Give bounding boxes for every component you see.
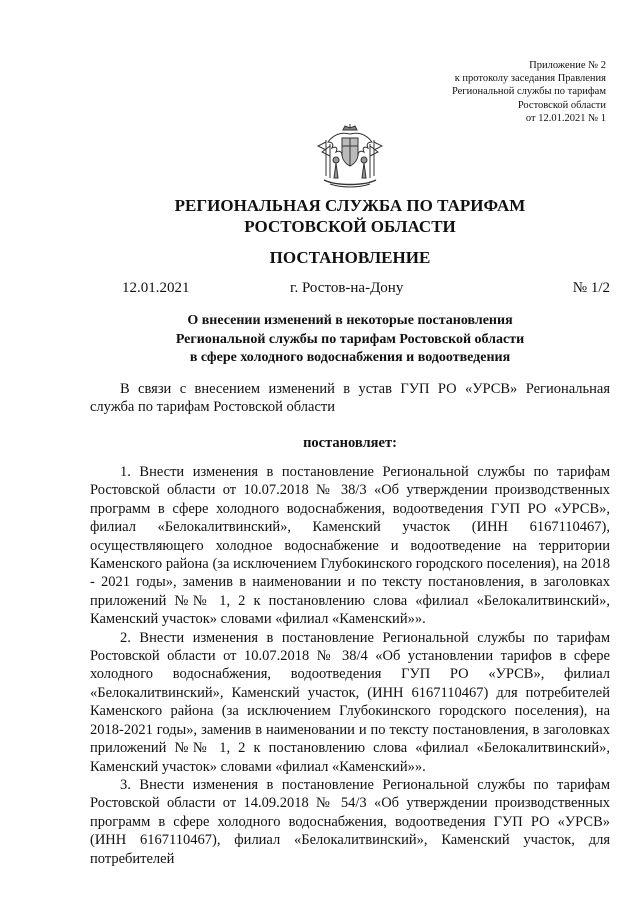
- decree-item: 1. Внести изменения в постановление Региональной службы по тарифам Ростовской области от 10.07.2018 № 38/3 «Об утверждении производственных программ в сфере холодного водоснабжения, водоотведения ГУП РО «УРСВ», филиал «Белокалитвинский», Каменский участок (ИНН 6167110467), осуществляющего холодное водоснабжение и водоотведение на территории Каменского района (за исключением Глубокинского городского поселения), на 2018 - 2021 годы», заменив в наименовании и по тексту постановления, в заголовках приложений №№ 1, 2 к постановлению слова «филиал «Белокалитвинский», Каменский участок» словами «филиал «Каменский»».: [90, 464, 610, 628]
- document-meta: [90, 279, 610, 297]
- organization-title-line: РЕГИОНАЛЬНАЯ СЛУЖБА ПО ТАРИФАМ: [174, 196, 526, 215]
- document-subject: [90, 312, 610, 368]
- subject-line: в сфере холодного водоснабжения и водоотведения: [189, 350, 511, 365]
- organization-title-line: РОСТОВСКОЙ ОБЛАСТИ: [244, 217, 456, 236]
- document-type: ПОСТАНОВЛЕНИЕ: [269, 248, 431, 267]
- annex-line: Региональной службы по тарифам: [451, 86, 606, 98]
- intro-paragraph: [90, 380, 610, 417]
- annex-line: от 12.01.2021 № 1: [525, 112, 606, 124]
- intro-text: В связи с внесением изменений в устав ГУП РО «УРСВ» Региональная служба по тарифам Ростовской области: [90, 381, 610, 416]
- decree-item: 2. Внести изменения в постановление Региональной службы по тарифам Ростовской области от 10.07.2018 № 38/4 «Об установлении тарифов в сфере холодного водоснабжения, водоотведения ГУП РО «УРСВ», филиал «Белокалитвинский», Каменский участок, (ИНН 6167110467) для потребителей Каменского района (за исключением Глубокинского городского поселения), на 2018-2021 годы», заменив в наименовании и по тексту постановления, в заголовках приложений №№ 1, 2 к постановлению слова «филиал «Белокалитвинский», Каменский участок» словами «филиал «Каменский»».: [90, 629, 610, 775]
- decree-word: постановляет:: [303, 435, 397, 451]
- decree-item: 3. Внести изменения в постановление Региональной службы по тарифам Ростовской области от 14.09.2018 № 54/3 «Об утверждении производственных программ в сфере холодного водоснабжения, водоотведения ГУП РО «УРСВ» (ИНН 6167110467), филиал «Белокалитвинский», Каменский участок, для потребителей: [90, 776, 610, 867]
- coat-of-arms-icon: [316, 124, 384, 190]
- document-place: г. Ростов-на-Дону: [290, 280, 404, 296]
- subject-line: Региональной службы по тарифам Ростовской области: [175, 331, 525, 347]
- document-date: 12.01.2021: [122, 280, 190, 296]
- subject-line: О внесении изменений в некоторые постановления: [187, 313, 513, 328]
- annex-line: Приложение № 2: [529, 60, 606, 71]
- organization-title: [90, 195, 610, 237]
- decree-items: [90, 463, 610, 868]
- document-number: № 1/2: [572, 280, 610, 296]
- annex-line: к протоколу заседания Правления: [454, 73, 606, 85]
- annex-note: [452, 59, 606, 125]
- annex-line: Ростовской области: [517, 99, 606, 111]
